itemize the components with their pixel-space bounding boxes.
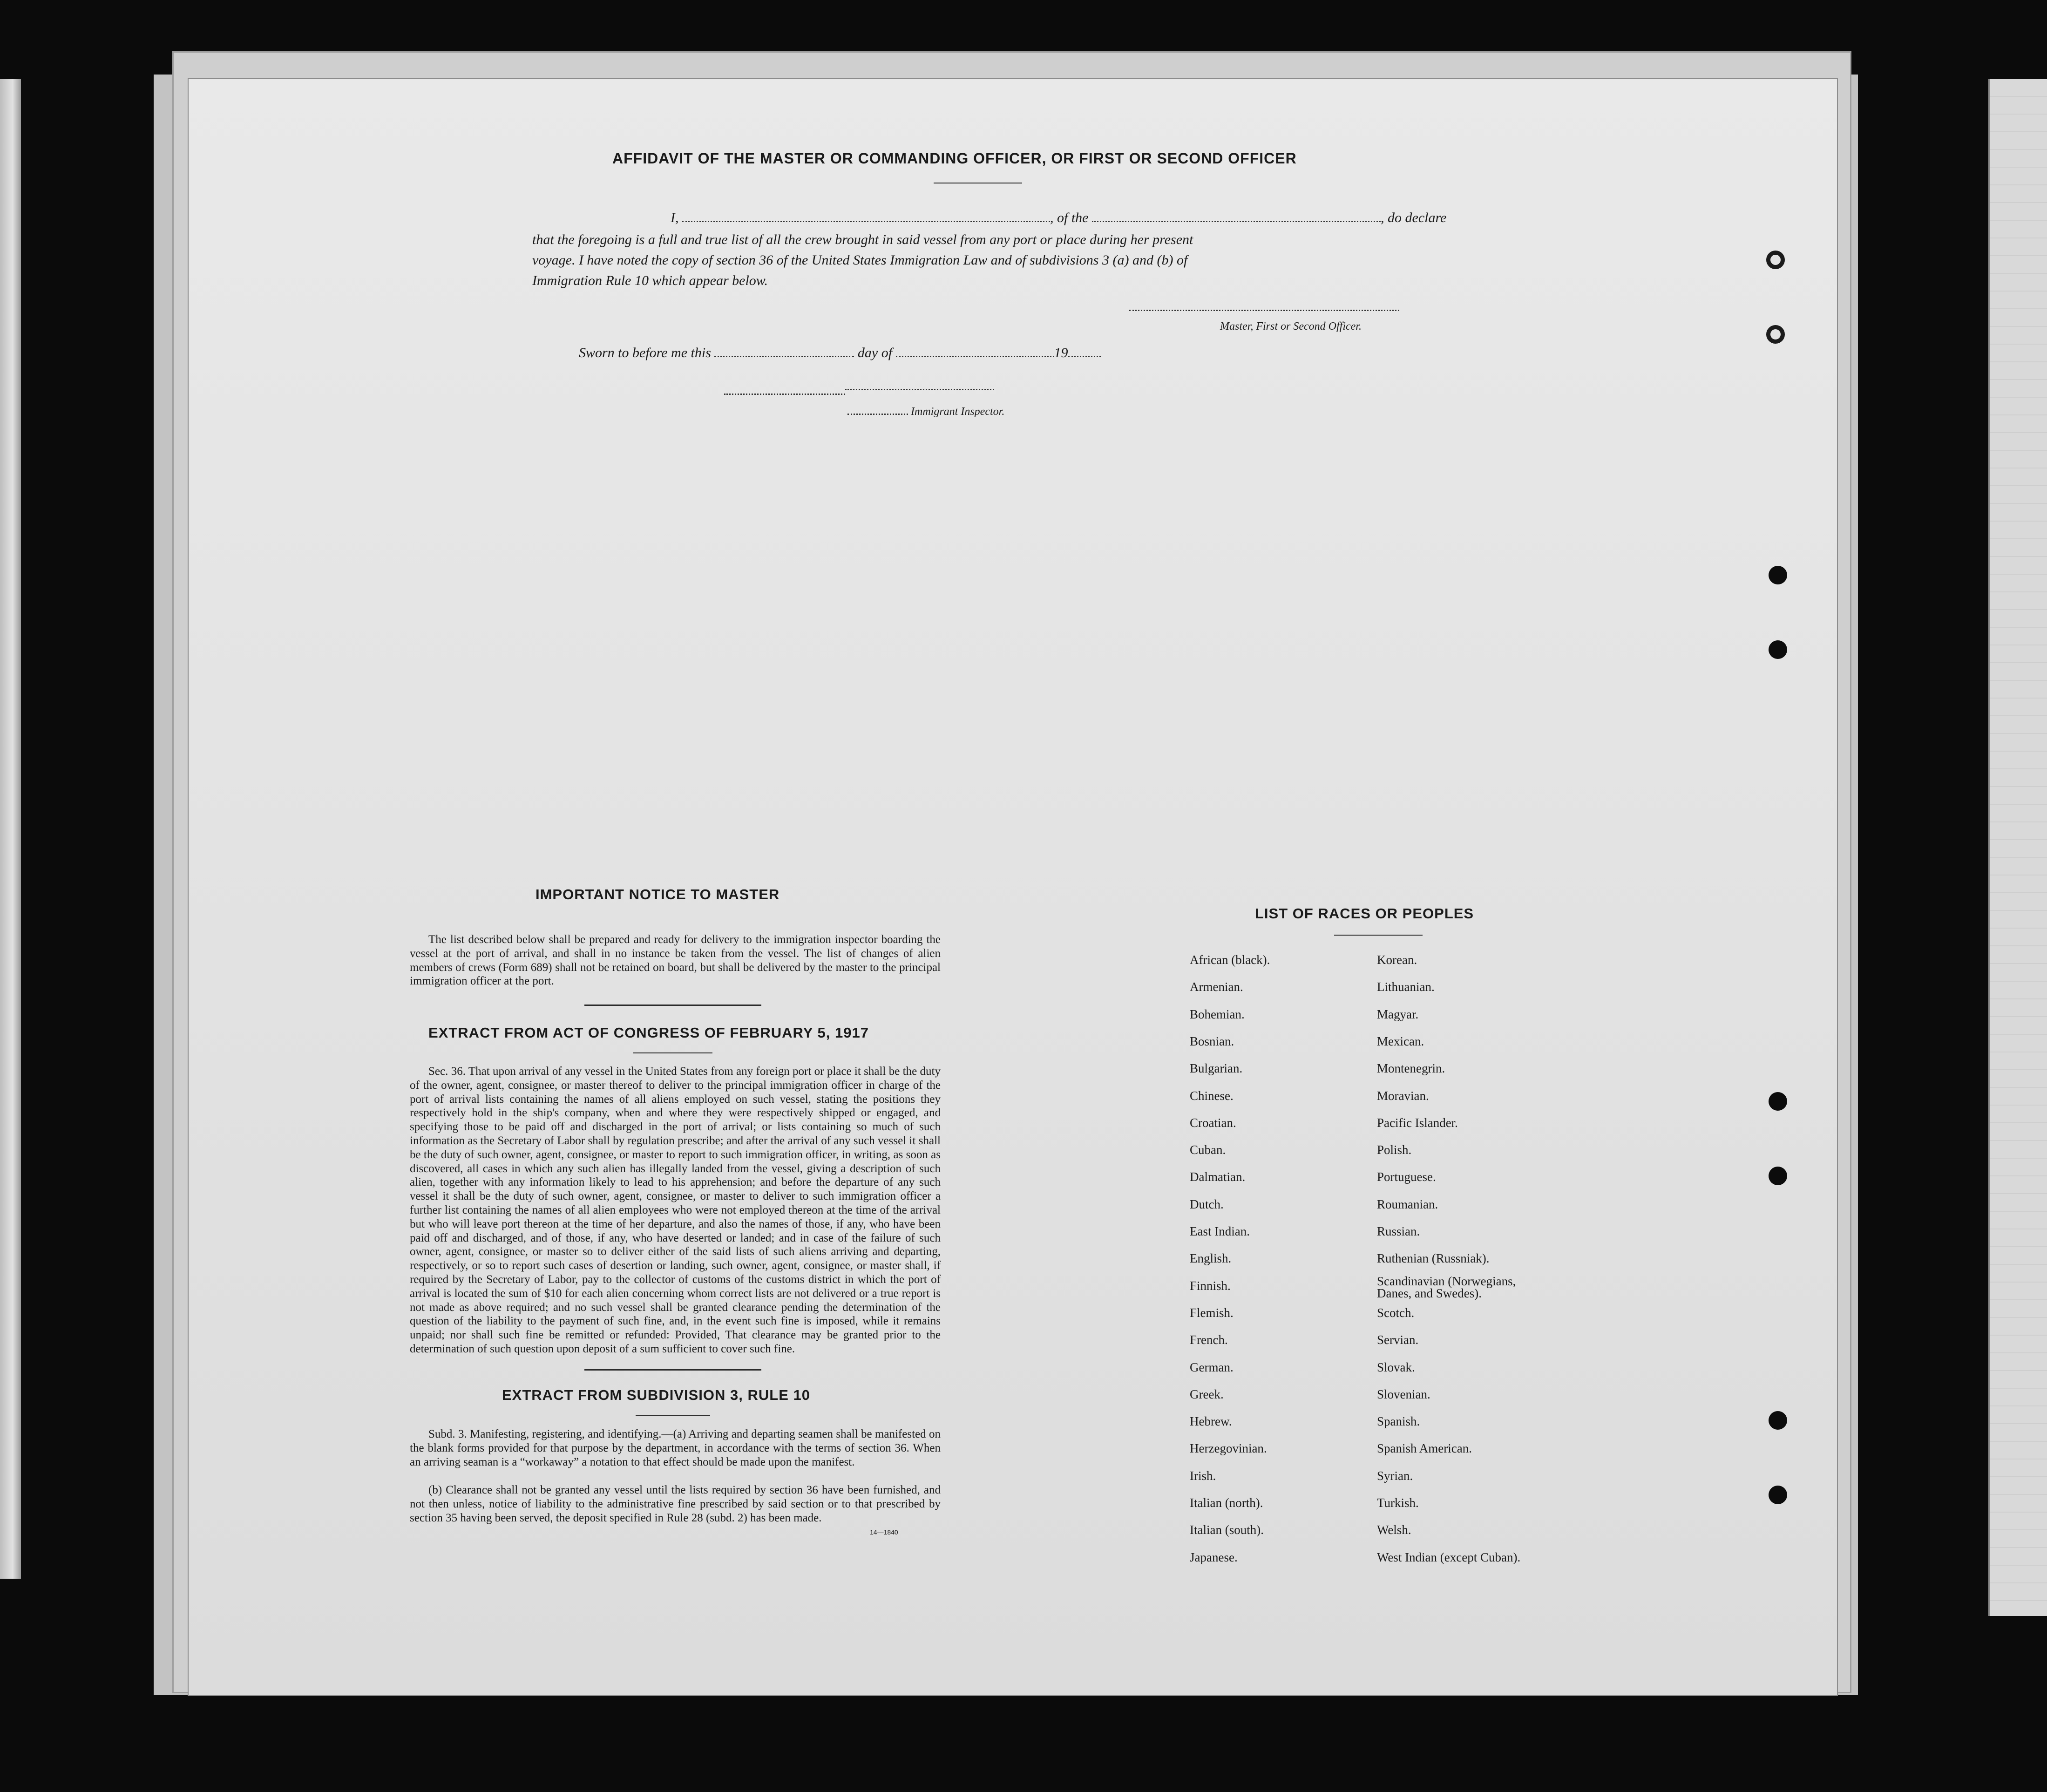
month-field[interactable] — [896, 345, 1054, 357]
race-item: Italian (north). — [1190, 1496, 1263, 1510]
race-item: East Indian. — [1190, 1224, 1250, 1238]
race-item: Moravian. — [1377, 1088, 1429, 1103]
divider — [636, 1415, 710, 1416]
binder-hole — [1766, 251, 1785, 269]
inspector-label: Immigrant Inspector. — [911, 406, 1005, 418]
races-title: LIST OF RACES OR PEOPLES — [1255, 905, 1474, 922]
race-item: Finnish. — [1190, 1278, 1231, 1293]
race-item: Ruthenian (Russniak). — [1377, 1251, 1490, 1266]
race-item: Russian. — [1377, 1224, 1420, 1238]
do-declare-label: , do declare — [1381, 210, 1447, 225]
binder-hole — [1769, 640, 1787, 659]
notice-body: The list described below shall be prepared and ready for delivery to the immigration inspector boarding the vessel at the port of arrival, and shall in no instance be taken from the vessel. The list of changes of alien members of crews (Form 689) shall not be retained on board, but shall be delivered by the master to the principal immigration officer at the port. — [410, 933, 941, 988]
binder-hole — [1769, 1486, 1787, 1504]
sworn-line — [579, 345, 1101, 361]
race-item: Herzegovinian. — [1190, 1441, 1267, 1456]
vessel-field[interactable] — [1092, 210, 1381, 222]
race-item: Cuban. — [1190, 1143, 1226, 1157]
race-item: Bosnian. — [1190, 1034, 1234, 1048]
inspector-dots — [847, 405, 908, 415]
race-item: Croatian. — [1190, 1115, 1236, 1130]
race-item: Welsh. — [1377, 1523, 1411, 1537]
extract-act-title: EXTRACT FROM ACT OF CONGRESS OF FEBRUARY 5, 1917 — [428, 1025, 869, 1041]
race-item: Portuguese. — [1377, 1170, 1436, 1184]
race-item: African (black). — [1190, 953, 1270, 967]
race-item: French. — [1190, 1333, 1228, 1347]
adjacent-page-right — [1988, 79, 2047, 1616]
master-signature-caption: Master, First or Second Officer. — [1220, 320, 1362, 333]
race-item: Dalmatian. — [1190, 1170, 1246, 1184]
binder-hole — [1769, 1167, 1787, 1185]
race-item: Polish. — [1377, 1143, 1412, 1157]
inspector-signature-line[interactable] — [724, 394, 845, 395]
race-item: German. — [1190, 1360, 1234, 1374]
race-item: Armenian. — [1190, 980, 1243, 994]
race-item: West Indian (except Cuban). — [1377, 1550, 1521, 1564]
affidavit-line-2: that the foregoing is a full and true list of all the crew brought in said vessel from any port or place during her present — [532, 232, 1193, 247]
race-item: Magyar. — [1377, 1007, 1419, 1021]
inspector-signature-line[interactable] — [845, 389, 994, 390]
extract-act-body: Sec. 36. That upon arrival of any vessel in the United States from any foreign port or place it shall be the duty of the owner, agent, consignee, or master thereof to deliver to the principal immigration officer in charge of the port of arrival lists containing the names of all aliens employed on such vessel, stating the positions they respectively hold in the ship's company, when and where they were respectively shipped or engaged, and specifying those to be paid off and discharged in the port of arrival; or lists containing so much of such information as the Secretary of Labor shall by regulation prescribe; and after the arrival of any such vessel it shall be the duty of such owner, agent, consignee, or master to report to such immigration officer, in writing, as soon as discovered, all cases in which any such alien has illegally landed from the vessel, giving a description of such alien, together with any information likely to lead to his apprehension; and before the departure of any such vessel it shall be the duty of such owner, agent, consignee, or master to deliver to such immigration officer a further list containing the names of all alien employees who were not employed thereon at the time of the arrival but who will leave port thereon at the time of her departure, and also the names of those, if any, who have been paid off and discharged, and of those, if any, who have deserted or landed; and in case of the failure of such owner, agent, consignee, or master so to deliver either of the said lists of such aliens arriving and departing, respectively, or so to report such cases of desertion or landing, such owner, agent, consignee, or master shall, if required by the Secretary of Labor, pay to the collector of customs of the customs district in which the port of arrival is located the sum of $10 for each alien concerning whom correct lists are not delivered or a true report is not made as above required; and no such vessel shall be granted clearance pending the determination of the question of the liability to the payment of such fine, and, in the event such fine is imposed, while it remains unpaid; nor shall such fine be remitted or refunded: Provided, That clearance may be granted prior to the determination of such question upon deposit of a sum sufficient to cover such fine. — [410, 1065, 941, 1355]
race-item: Spanish. — [1377, 1414, 1420, 1429]
extract-rule-body-a: Subd. 3. Manifesting, registering, and identifying.—(a) Arriving and departing seamen shall be manifested on the blank forms provided for that purpose by the department, in accordance with the terms of section 36. When an arriving seaman is a “workaway” a notation to that effect should be made upon the manifest. — [410, 1428, 941, 1468]
race-item: Greek. — [1190, 1387, 1224, 1401]
race-item: Lithuanian. — [1377, 980, 1435, 994]
affidavit-line-1 — [587, 210, 1446, 226]
race-item: Scotch. — [1377, 1305, 1415, 1320]
form-number: 14—1840 — [870, 1528, 898, 1536]
divider — [1334, 935, 1423, 936]
race-item: Bohemian. — [1190, 1007, 1245, 1021]
race-item: Roumanian. — [1377, 1197, 1438, 1211]
race-item: Slovenian. — [1377, 1387, 1430, 1401]
race-item: Hebrew. — [1190, 1414, 1232, 1429]
divider — [584, 1369, 761, 1371]
affidavit-title: AFFIDAVIT OF THE MASTER OR COMMANDING OFFICER, OR FIRST OR SECOND OFFICER — [612, 150, 1297, 167]
race-item: Slovak. — [1377, 1360, 1415, 1374]
year-field[interactable] — [1068, 345, 1101, 357]
race-item: Pacific Islander. — [1377, 1115, 1458, 1130]
divider — [633, 1052, 712, 1053]
race-item: Bulgarian. — [1190, 1061, 1243, 1076]
day-field[interactable] — [714, 345, 854, 357]
race-item: Dutch. — [1190, 1197, 1224, 1211]
race-item: Japanese. — [1190, 1550, 1238, 1564]
of-the-label: , of the — [1050, 210, 1089, 225]
race-item: Irish. — [1190, 1468, 1216, 1483]
adjacent-page-left — [0, 79, 21, 1579]
binder-hole — [1766, 325, 1785, 344]
master-signature-line[interactable] — [1129, 310, 1399, 311]
binder-hole — [1769, 566, 1787, 584]
affidavit-line-3: voyage. I have noted the copy of section 36 of the United States Immigration Law and of subdivisions 3 (a) and (b) of — [532, 252, 1188, 268]
race-item: Syrian. — [1377, 1468, 1413, 1483]
race-item: Mexican. — [1377, 1034, 1424, 1048]
extract-rule-body-b: (b) Clearance shall not be granted any vessel until the lists required by section 36 have been furnished, and not then unless, notice of liability to the administrative fine prescribed by said section or to that prescribed by section 35 having been served, the deposit specified in Rule 28 (subd. 2) has been made. — [410, 1484, 941, 1524]
binder-hole — [1769, 1092, 1787, 1111]
race-item: Spanish American. — [1377, 1441, 1472, 1456]
notice-title: IMPORTANT NOTICE TO MASTER — [535, 886, 780, 903]
name-field[interactable] — [682, 210, 1050, 222]
race-item: Italian (south). — [1190, 1523, 1264, 1537]
document-page — [189, 79, 1837, 1695]
race-item: Korean. — [1377, 953, 1417, 967]
race-item: Scandinavian (Norwegians, Danes, and Swedes). — [1377, 1274, 1516, 1300]
sworn-prefix: Sworn to before me this — [579, 345, 711, 360]
divider — [584, 1005, 761, 1006]
race-item: Montenegrin. — [1377, 1061, 1445, 1076]
i-label: I, — [671, 210, 679, 225]
affidavit-line-4: Immigration Rule 10 which appear below. — [532, 273, 768, 288]
race-item: Turkish. — [1377, 1496, 1419, 1510]
inspector-caption — [847, 405, 1004, 418]
race-item: Servian. — [1377, 1333, 1419, 1347]
extract-rule-title: EXTRACT FROM SUBDIVISION 3, RULE 10 — [502, 1387, 810, 1403]
binder-hole — [1769, 1411, 1787, 1430]
year-prefix: 19 — [1054, 345, 1068, 360]
race-item: Chinese. — [1190, 1088, 1234, 1103]
day-of-label: day of — [857, 345, 893, 360]
race-item: English. — [1190, 1251, 1232, 1266]
race-item: Flemish. — [1190, 1305, 1234, 1320]
